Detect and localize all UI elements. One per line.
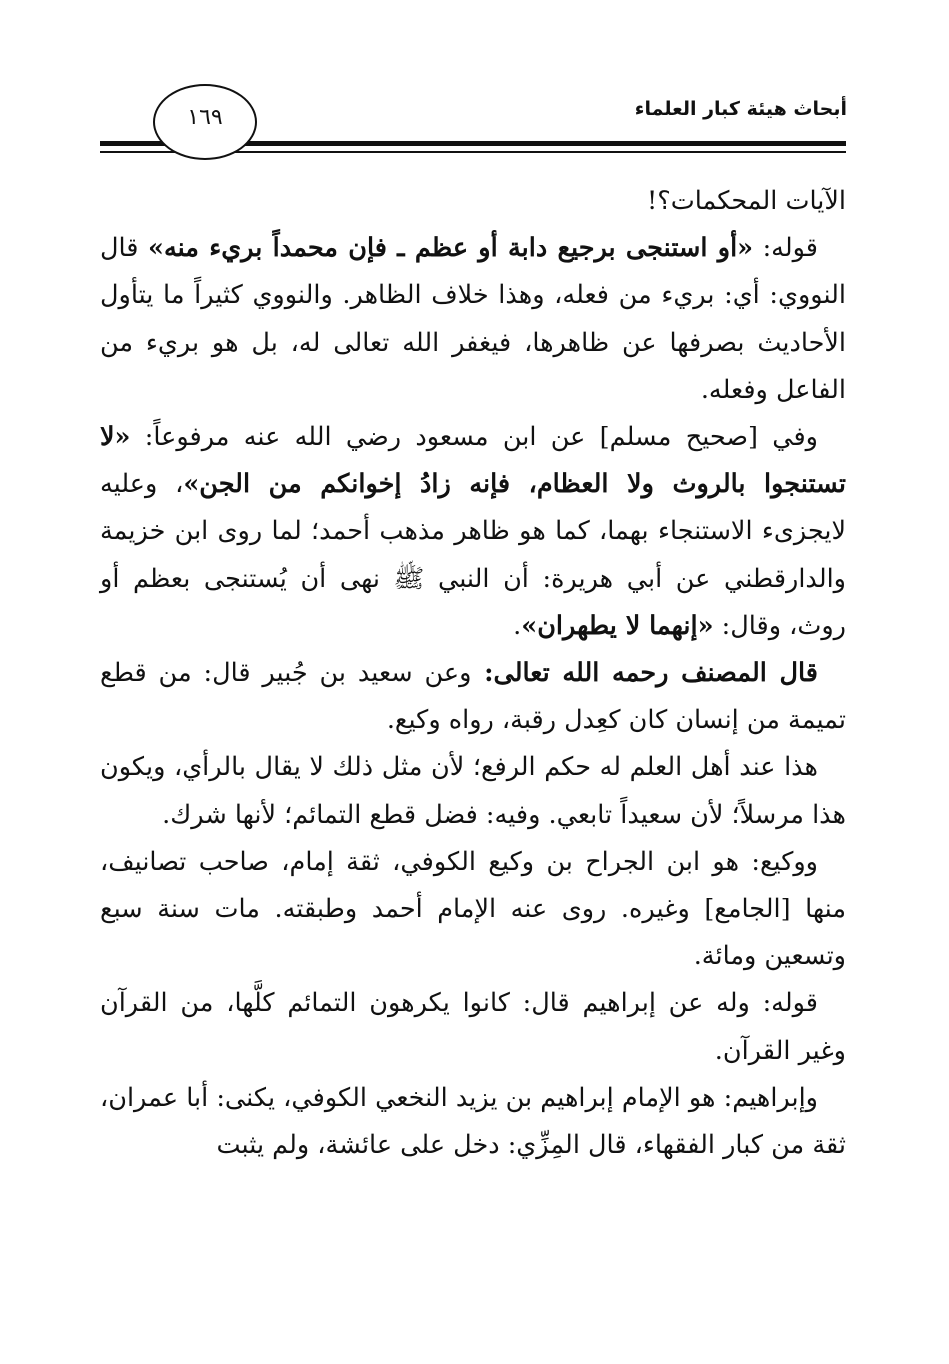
paragraph-7-text: قوله: وله عن إبراهيم قال: كانوا يكرهون التمائم كلَّها، من القرآن وغير القرآن. [100,988,846,1066]
paragraph-6-text: ووكيع: هو ابن الجراح بن وكيع الكوفي، ثقة إمام، صاحب تصانيف، منها [الجامع] وغيره. روى عنه الإمام أحمد وطبقته. مات سنة سبع وتسعين ومائة. [100,846,846,972]
paragraph-8-text: وإبراهيم: هو الإمام إبراهيم بن يزيد النخعي الكوفي، يكنى: أبا عمران، ثقة من كبار الفقهاء، قال المِزِّي: دخل على عائشة، ولم يثبت [100,1082,846,1161]
body-text [100,178,846,1169]
paragraph-6 [100,839,846,981]
hadith-quote: «أو استنجى برجيع دابة أو عظم ـ فإن محمداً بريء منه» [148,233,754,264]
page-number: ١٦٩ [187,104,223,130]
paragraph-5 [100,744,846,838]
paragraph-4 [100,650,846,744]
paragraph-8 [100,1075,846,1169]
paragraph-5-text: هذا عند أهل العلم له حكم الرفع؛ لأن مثل ذلك لا يقال بالرأي، ويكون هذا مرسلاً؛ لأن سعيداً تابعي. وفيه: فضل قطع التمائم؛ لأنها شرك. [100,752,846,830]
paragraph-4-rest: وعن سعيد بن جُبير قال: من قطع تميمة من إنسان كان كعِدل رقبة، رواه وكيع. [100,658,846,736]
paragraph-2-lead: قوله: [753,233,818,264]
running-title: أبحاث هيئة كبار العلماء [634,98,847,120]
hadith-quote: «لا تستنجوا بالروث ولا العظام، فإنه زادُ إخوانكم من الجن» [100,422,846,500]
paragraph-1-text: الآيات المحكمات؟! [646,186,846,216]
hadith-quote: «إنهما لا يطهران» [521,610,714,641]
paragraph-2-rest: قال النووي: أي: بريء من فعله، وهذا خلاف الظاهر. والنووي كثيراً ما يتأول الأحاديث بصرفها عن ظاهرها، فيغفر الله تعالى له، بل هو بريء من الفاعل وفعله. [100,233,846,405]
paragraph-3-middle: ، وعليه لايجزىء الاستنجاء بهما، كما هو ظاهر مذهب أحمد؛ لما روى ابن خزيمة والدارقطني عن أبي هريرة: أن النبي ﷺ نهى أن يُستنجى بعظم أو روث، وقال: [100,469,846,641]
page-number-oval [153,84,257,160]
paragraph-1 [100,178,846,225]
paragraph-7 [100,980,846,1074]
paragraph-3-end: . [513,610,522,641]
author-says-heading: قال المصنف رحمه الله تعالى: [471,658,818,689]
paragraph-3-lead: وفي [صحيح مسلم] عن ابن مسعود رضي الله عنه مرفوعاً: [130,422,818,453]
paragraph-2 [100,225,846,414]
paragraph-3 [100,414,846,650]
